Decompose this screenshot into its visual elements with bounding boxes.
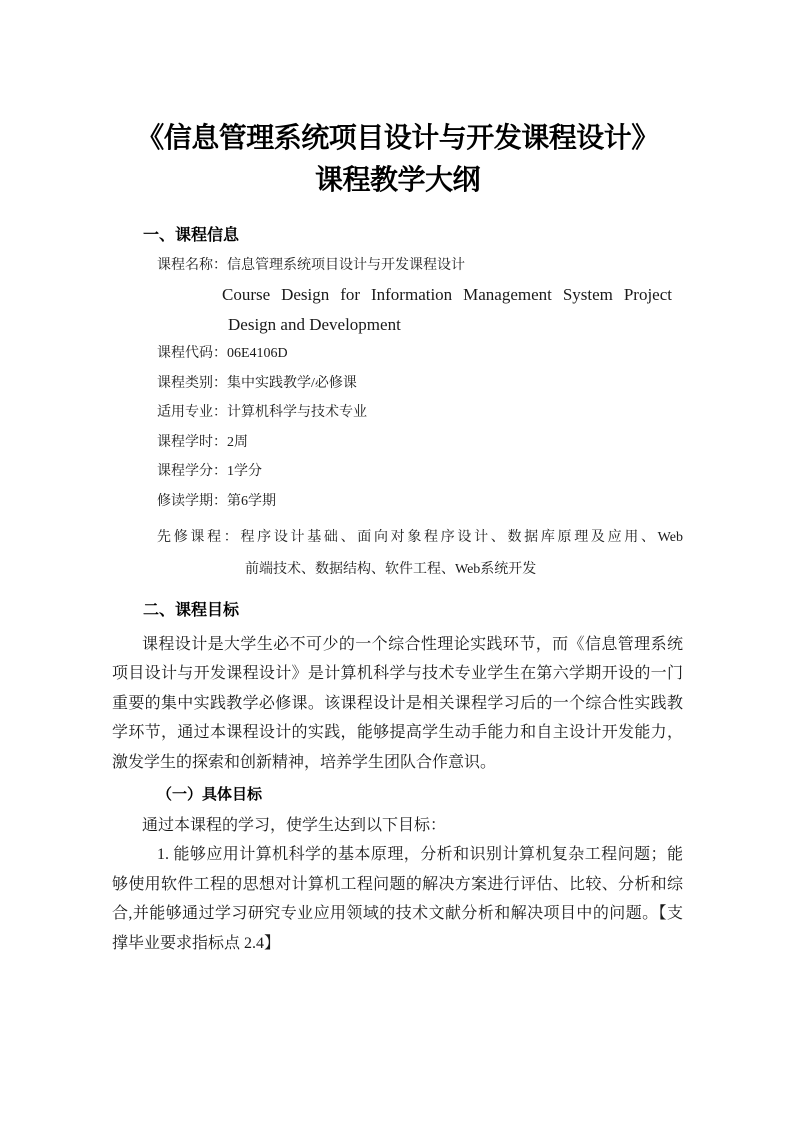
goal-1-line: 够使用软件工程的思想对计算机工程问题的解决方案进行评估、比较、分析和综 bbox=[112, 875, 683, 893]
course-code-row bbox=[112, 339, 683, 369]
field-value: 1学分 bbox=[227, 464, 262, 479]
field-label: 适用专业： bbox=[157, 405, 227, 420]
title-line-2: 课程教学大纲 bbox=[314, 164, 480, 195]
field-label: 课程代码： bbox=[157, 346, 227, 361]
course-name-row bbox=[112, 251, 683, 281]
field-value: 计算机科学与技术专业 bbox=[227, 405, 367, 420]
field-label: 课程名称： bbox=[157, 257, 227, 273]
field-label: 课程学时： bbox=[157, 434, 227, 450]
field-label: 课程学分： bbox=[157, 464, 227, 479]
study-semester-row bbox=[112, 487, 683, 517]
specific-goals-subheading: （一）具体目标 bbox=[157, 787, 263, 803]
course-info-heading: 一、课程信息 bbox=[143, 227, 240, 244]
goals-paragraph-line: 学环节，通过本课程设计的实践，能够提高学生动手能力和自主设计开发能力， bbox=[112, 724, 683, 741]
goals-intro-line: 通过本课程的学习，使学生达到以下目标： bbox=[142, 816, 447, 834]
field-value: 2周 bbox=[227, 434, 248, 450]
field-value: 第6学期 bbox=[227, 493, 276, 509]
document-title bbox=[112, 117, 683, 201]
field-label: 课程类别： bbox=[157, 375, 227, 391]
course-hours-row bbox=[112, 428, 683, 458]
applicable-major-row bbox=[112, 398, 683, 428]
course-name-en-line-1: Course Design for Information Management System Project bbox=[222, 285, 672, 304]
field-value: 信息管理系统项目设计与开发课程设计 bbox=[227, 257, 465, 273]
course-category-row bbox=[112, 369, 683, 399]
course-credits-row bbox=[112, 457, 683, 487]
course-name-en-line-2: Design and Development bbox=[228, 314, 401, 334]
field-value: 06E4106D bbox=[227, 346, 288, 361]
course-goals-heading: 二、课程目标 bbox=[143, 602, 240, 619]
goal-1-line: 1. 能够应用计算机科学的基本原理，分析和识别计算机复杂工程问题；能 bbox=[157, 846, 683, 863]
prerequisites-line-2: 前端技术、数据结构、软件工程、Web系统开发 bbox=[245, 561, 537, 577]
goals-paragraph-line: 激发学生的探索和创新精神，培养学生团队合作意识。 bbox=[112, 753, 497, 771]
goals-paragraph-line: 项目设计与开发课程设计》是计算机科学与技术专业学生在第六学期开设的一门 bbox=[112, 665, 683, 682]
title-line-1: 《信息管理系统项目设计与开发课程设计》 bbox=[136, 122, 659, 153]
goal-1-line: 合,并能够通过学习研究专业应用领域的技术文献分析和解决项目中的问题。【支 bbox=[112, 905, 683, 922]
field-value: 集中实践教学/必修课 bbox=[227, 375, 357, 391]
goals-paragraph-line: 重要的集中实践教学必修课。该课程设计是相关课程学习后的一个综合性实践教 bbox=[112, 694, 683, 712]
prerequisites-line-1: 先修课程：程序设计基础、面向对象程序设计、数据库原理及应用、Web bbox=[157, 530, 683, 545]
goal-1-line: 撑毕业要求指标点 2.4】 bbox=[112, 934, 281, 952]
field-label: 修读学期： bbox=[157, 493, 227, 509]
goals-paragraph-line: 课程设计是大学生必不可少的一个综合性理论实践环节，而《信息管理系统 bbox=[142, 635, 683, 653]
